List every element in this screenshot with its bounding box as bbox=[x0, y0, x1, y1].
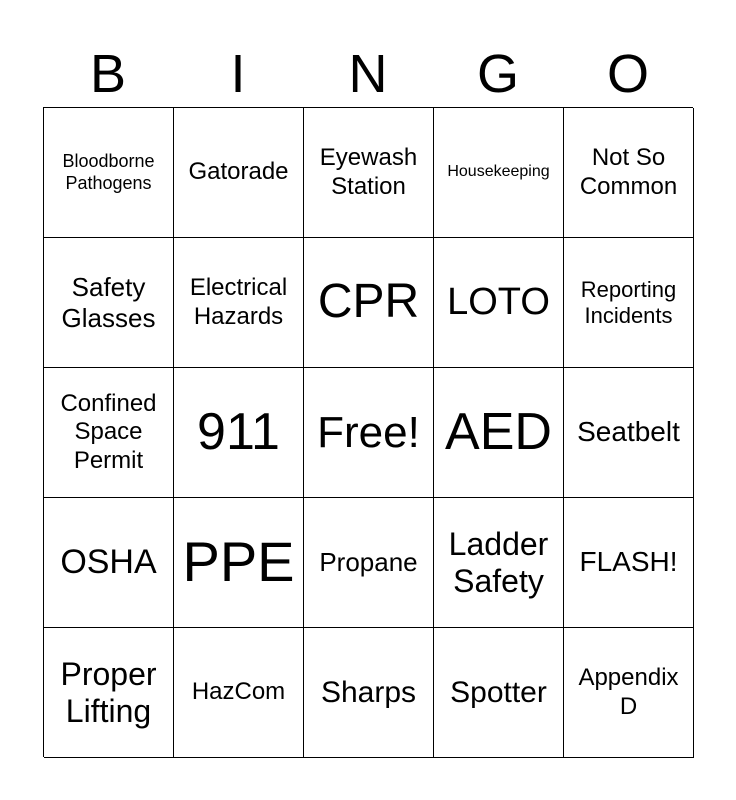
cell-text: Confined Space Permit bbox=[60, 390, 157, 474]
free-space[interactable] bbox=[304, 368, 434, 498]
bingo-cell[interactable] bbox=[44, 108, 174, 238]
cell-text: Propane bbox=[319, 547, 418, 578]
cell-text: Eyewash Station bbox=[319, 144, 418, 200]
bingo-cell[interactable] bbox=[564, 498, 694, 628]
cell-text: Safety Glasses bbox=[61, 271, 156, 333]
bingo-cell[interactable] bbox=[304, 238, 434, 368]
cell-text: FLASH! bbox=[579, 546, 678, 578]
cell-text: Bloodborne Pathogens bbox=[62, 151, 155, 193]
cell-text: Sharps bbox=[320, 675, 417, 709]
bingo-cell[interactable] bbox=[174, 498, 304, 628]
bingo-cell[interactable] bbox=[44, 368, 174, 498]
cell-text: CPR bbox=[317, 275, 420, 329]
cell-text: 911 bbox=[197, 402, 280, 461]
bingo-cell[interactable] bbox=[174, 368, 304, 498]
header-letter-g: G bbox=[476, 44, 519, 104]
cell-text: AED bbox=[445, 402, 552, 461]
cell-text: Gatorade bbox=[188, 158, 289, 186]
bingo-cell[interactable] bbox=[174, 108, 304, 238]
bingo-cell[interactable] bbox=[44, 238, 174, 368]
cell-text: OSHA bbox=[60, 542, 157, 581]
cell-text: Housekeeping bbox=[447, 163, 550, 181]
cell-text: Spotter bbox=[450, 675, 547, 709]
bingo-board bbox=[43, 107, 693, 757]
bingo-cell[interactable] bbox=[304, 108, 434, 238]
cell-text: PPE bbox=[182, 530, 295, 594]
bingo-cell[interactable] bbox=[564, 628, 694, 758]
cell-text: HazCom bbox=[191, 678, 286, 706]
cell-text: Proper Lifting bbox=[60, 655, 157, 729]
cell-text: LOTO bbox=[447, 281, 550, 324]
bingo-cell[interactable] bbox=[44, 628, 174, 758]
cell-text: Not So Common bbox=[579, 144, 678, 200]
bingo-cell[interactable] bbox=[174, 628, 304, 758]
bingo-cell[interactable] bbox=[434, 108, 564, 238]
bingo-cell[interactable] bbox=[434, 498, 564, 628]
cell-text: Ladder Safety bbox=[448, 525, 549, 599]
header-letter-o: O bbox=[606, 44, 649, 104]
header-letter-b: B bbox=[89, 44, 127, 104]
bingo-cell[interactable] bbox=[174, 238, 304, 368]
cell-text: Reporting Incidents bbox=[580, 276, 677, 328]
cell-text: Seatbelt bbox=[577, 416, 680, 448]
cell-text: Electrical Hazards bbox=[189, 274, 288, 330]
bingo-cell[interactable] bbox=[564, 108, 694, 238]
cell-text: Free! bbox=[317, 407, 420, 457]
header-letter-i: I bbox=[230, 44, 246, 104]
bingo-cell[interactable] bbox=[564, 238, 694, 368]
cell-text: Appendix D bbox=[578, 664, 679, 720]
header-letter-n: N bbox=[348, 44, 388, 104]
bingo-cell[interactable] bbox=[564, 368, 694, 498]
bingo-cell[interactable] bbox=[434, 238, 564, 368]
bingo-cell[interactable] bbox=[434, 368, 564, 498]
bingo-cell[interactable] bbox=[304, 628, 434, 758]
bingo-cell[interactable] bbox=[44, 498, 174, 628]
bingo-cell[interactable] bbox=[434, 628, 564, 758]
bingo-header bbox=[43, 40, 693, 108]
bingo-cell[interactable] bbox=[304, 498, 434, 628]
